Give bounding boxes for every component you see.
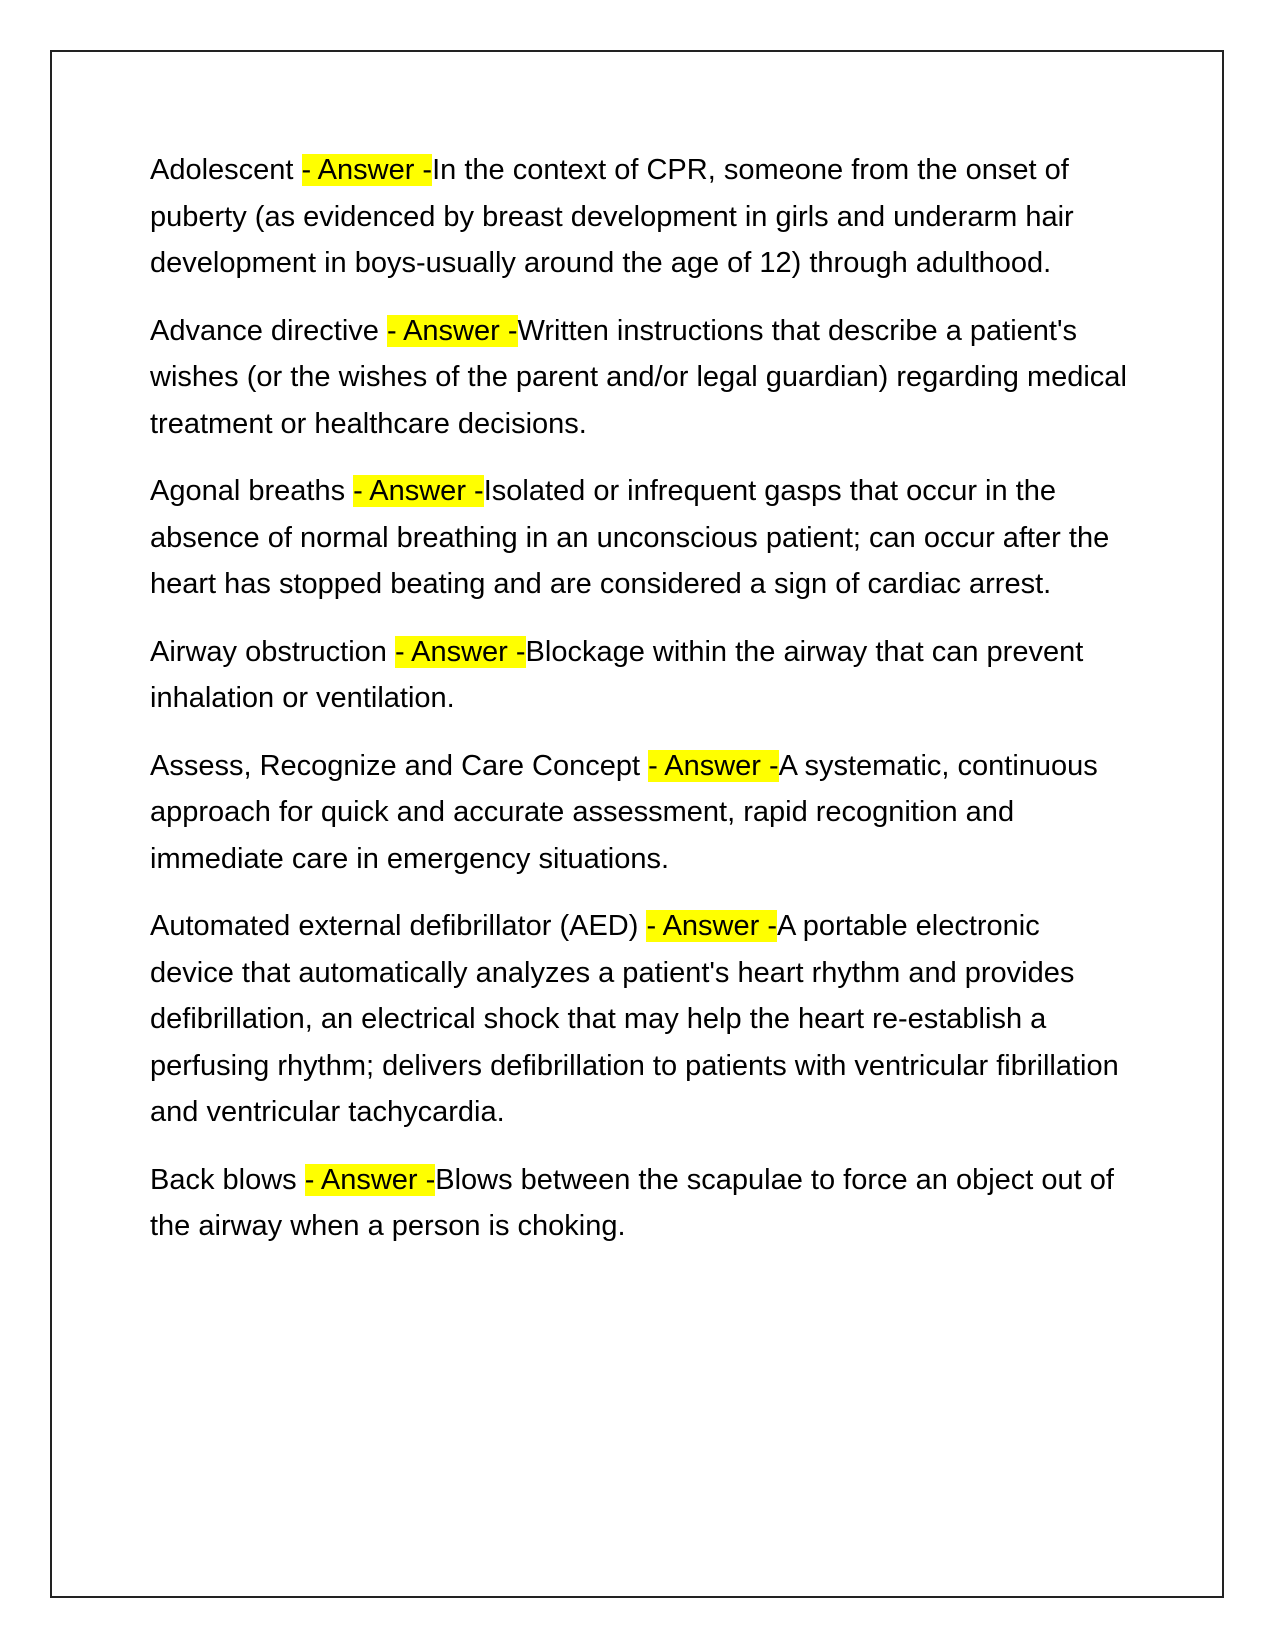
answer-marker: - Answer - — [395, 635, 526, 668]
entry-assess-recognize-care — [150, 743, 1130, 883]
entry-term: Automated external defibrillator (AED) — [150, 910, 647, 942]
answer-marker: - Answer - — [301, 154, 433, 186]
answer-marker: - Answer - — [386, 314, 518, 347]
entry-definition: Blows between the scapulae to force an object out of the airway when a person is choking. — [150, 1163, 1114, 1242]
entry-definition: A portable electronic device that automatically analyzes a patient's heart rhythm and provides defibrillation, an electrical shock that may help the heart re-establish a perfusing rhythm; delivers defibrillation to patients with ventricular fibrillation and ventricular tachycardia. — [150, 910, 1119, 1128]
entry-term: Back blows — [150, 1163, 305, 1196]
entry-definition: Blockage within the airway that can prevent inhalation or ventilation. — [150, 635, 1084, 714]
entry-agonal-breaths — [150, 468, 1130, 608]
entry-advance-directive — [150, 308, 1130, 448]
entry-term: Assess, Recognize and Care Concept — [150, 749, 649, 782]
entry-term: Agonal breaths — [150, 475, 354, 507]
entry-definition: In the context of CPR, someone from the onset of puberty (as evidenced by breast development in girls and underarm hair development in boys-usually around the age of 12) through adulthood. — [150, 154, 1074, 279]
document-body — [150, 147, 1130, 1271]
answer-marker: - Answer - — [646, 910, 777, 942]
answer-marker: - Answer - — [304, 1163, 436, 1196]
entry-back-blows — [150, 1157, 1130, 1250]
entry-definition: A systematic, continuous approach for quick and accurate assessment, rapid recognition and immediate care in emergency situations. — [150, 749, 1098, 875]
entry-term: Adolescent — [150, 154, 302, 186]
entry-term: Airway obstruction — [150, 635, 395, 668]
answer-marker: - Answer - — [353, 475, 484, 507]
entry-adolescent — [150, 147, 1130, 287]
entry-term: Advance directive — [150, 314, 387, 347]
entry-aed — [150, 903, 1130, 1136]
entry-airway-obstruction — [150, 629, 1130, 722]
entry-definition: Written instructions that describe a patient's wishes (or the wishes of the parent and/or legal guardian) regarding medical treatment or healthcare decisions. — [150, 314, 1127, 440]
answer-marker: - Answer - — [648, 749, 779, 782]
entry-definition: Isolated or infrequent gasps that occur in the absence of normal breathing in an unconscious patient; can occur after the heart has stopped beating and are considered a sign of cardiac arrest. — [150, 475, 1110, 600]
